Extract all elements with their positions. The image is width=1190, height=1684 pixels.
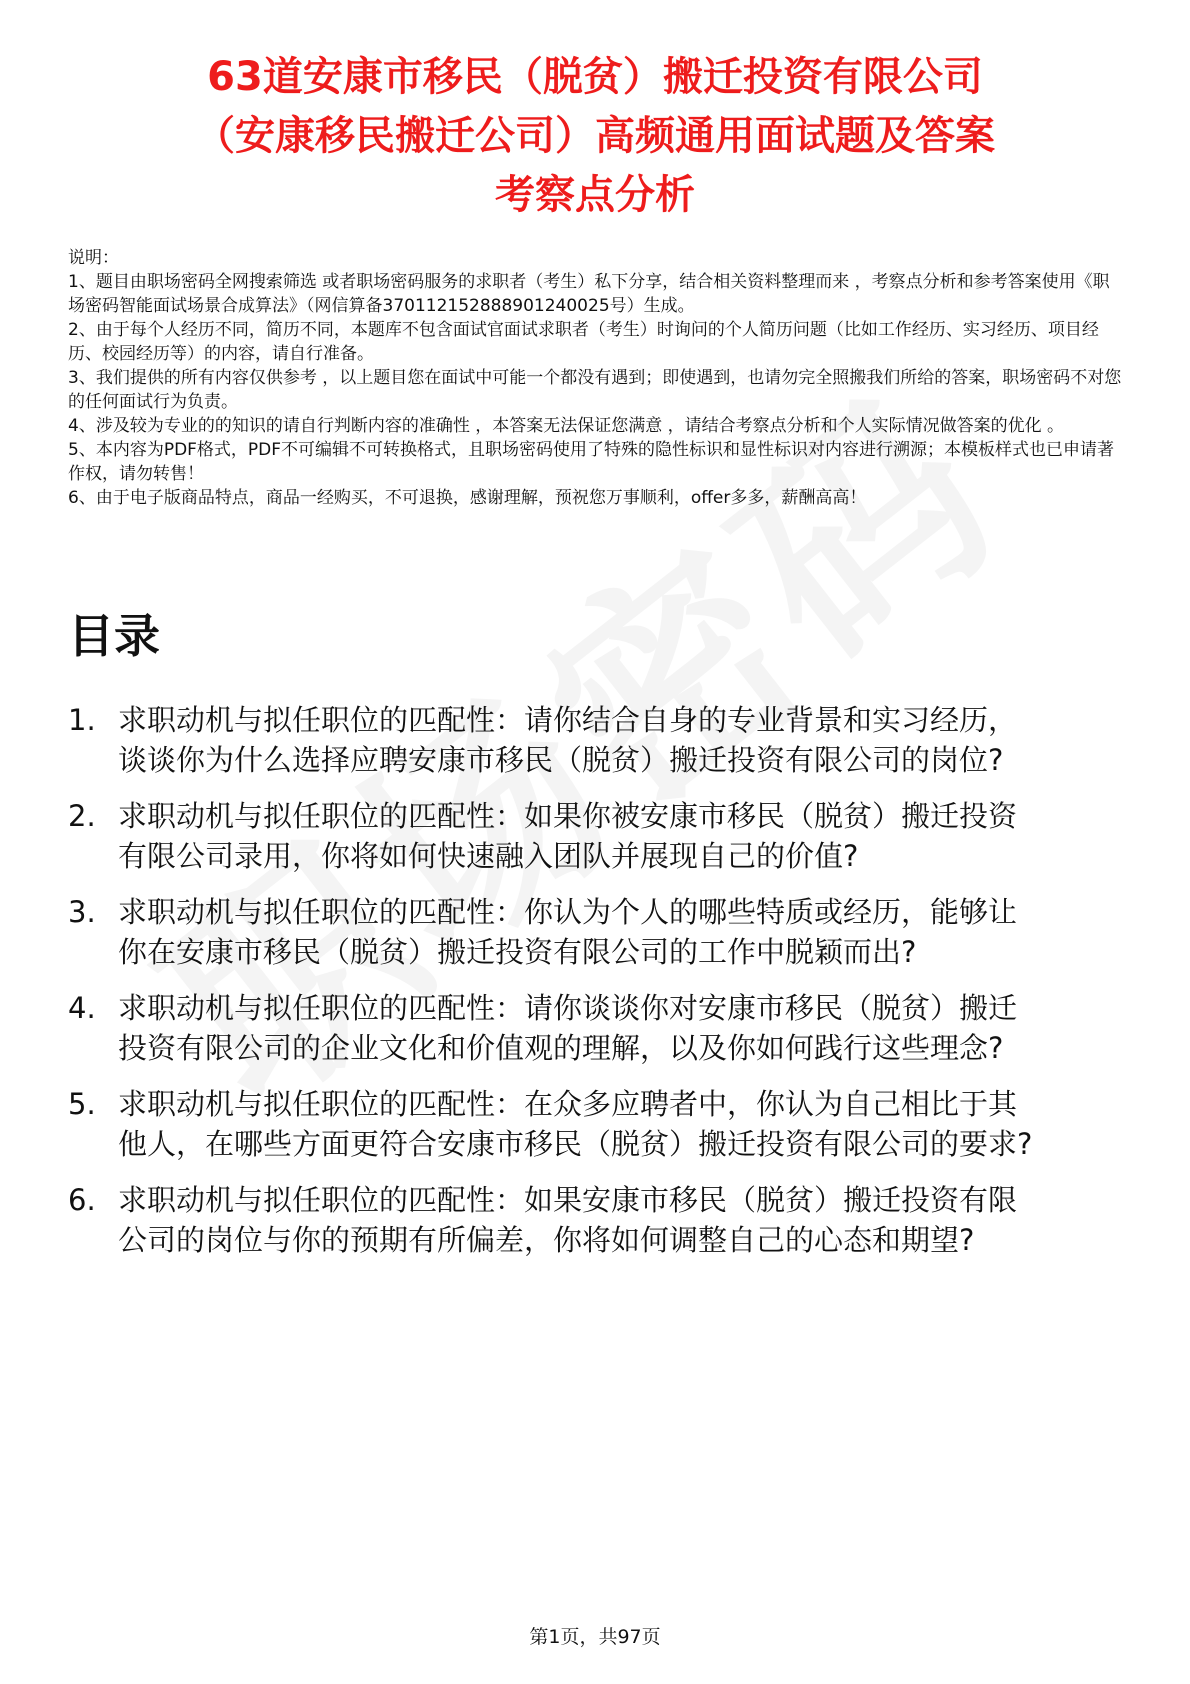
toc-list — [68, 700, 1036, 1276]
page-footer: 第1页，共97页 — [529, 1626, 661, 1648]
toc-item-number: 3. — [68, 895, 96, 929]
note-item-4: 4、涉及较为专业的的知识的请自行判断内容的准确性 ，本答案无法保证您满意 ，请结合考察点分析和个人实际情况做答案的优化 。 — [68, 416, 1065, 436]
toc-item-number: 1. — [68, 703, 96, 737]
toc-item-number: 6. — [68, 1183, 96, 1217]
notes-heading: 说明： — [68, 248, 119, 268]
toc-item-2[interactable] — [68, 796, 1036, 876]
toc-heading: 目录 — [68, 609, 160, 663]
toc-item-text: 求职动机与拟任职位的匹配性：如果安康市移民（脱贫）搬迁投资有限公司的岗位与你的预期有所偏差，你将如何调整自己的心态和期望? — [118, 1183, 1018, 1257]
document-title — [60, 48, 1130, 225]
title-line-3: 考察点分析 — [495, 172, 695, 218]
toc-item-1[interactable] — [68, 700, 1036, 780]
toc-item-text: 求职动机与拟任职位的匹配性：你认为个人的哪些特质或经历，能够让你在安康市移民（脱贫）搬迁投资有限公司的工作中脱颖而出? — [118, 895, 1018, 969]
toc-item-3[interactable] — [68, 892, 1036, 972]
note-item-1: 1、题目由职场密码全网搜索筛选 或者职场密码服务的求职者（考生）私下分享，结合相关资料整理而来 ，考察点分析和参考答案使用《职场密码智能面试场景合成算法》（网信算备370112152888901240025号）生成。 — [68, 272, 1110, 316]
notes-section — [68, 246, 1126, 510]
toc-item-text: 求职动机与拟任职位的匹配性：请你谈谈你对安康市移民（脱贫）搬迁投资有限公司的企业文化和价值观的理解，以及你如何践行这些理念? — [118, 991, 1018, 1065]
note-item-3: 3、我们提供的所有内容仅供参考 ，以上题目您在面试中可能一个都没有遇到；即使遇到，也请勿完全照搬我们所给的答案，职场密码不对您的任何面试行为负责。 — [68, 368, 1122, 412]
toc-item-5[interactable] — [68, 1084, 1036, 1164]
note-item-5: 5、本内容为PDF格式，PDF不可编辑不可转换格式，且职场密码使用了特殊的隐性标识和显性标识对内容进行溯源；本模板样式也已申请著作权，请勿转售！ — [68, 440, 1115, 484]
title-line-1: 63道安康市移民（脱贫）搬迁投资有限公司 — [207, 54, 983, 100]
toc-item-number: 2. — [68, 799, 96, 833]
toc-item-text: 求职动机与拟任职位的匹配性：在众多应聘者中，你认为自己相比于其他人，在哪些方面更符合安康市移民（脱贫）搬迁投资有限公司的要求? — [118, 1087, 1033, 1161]
title-line-2: （安康移民搬迁公司）高频通用面试题及答案 — [195, 113, 995, 159]
toc-item-6[interactable] — [68, 1180, 1036, 1260]
toc-item-text: 求职动机与拟任职位的匹配性：请你结合自身的专业背景和实习经历，谈谈你为什么选择应聘安康市移民（脱贫）搬迁投资有限公司的岗位? — [118, 703, 1018, 777]
toc-item-number: 4. — [68, 991, 96, 1025]
note-item-2: 2、由于每个人经历不同，简历不同，本题库不包含面试官面试求职者（考生）时询问的个人简历问题（比如工作经历、实习经历、项目经历、校园经历等）的内容，请自行准备。 — [68, 320, 1099, 364]
toc-item-4[interactable] — [68, 988, 1036, 1068]
note-item-6: 6、由于电子版商品特点，商品一经购买，不可退换，感谢理解，预祝您万事顺利，offer多多，薪酬高高！ — [68, 488, 867, 508]
toc-item-number: 5. — [68, 1087, 96, 1121]
toc-item-text: 求职动机与拟任职位的匹配性：如果你被安康市移民（脱贫）搬迁投资有限公司录用，你将如何快速融入团队并展现自己的价值? — [118, 799, 1018, 873]
